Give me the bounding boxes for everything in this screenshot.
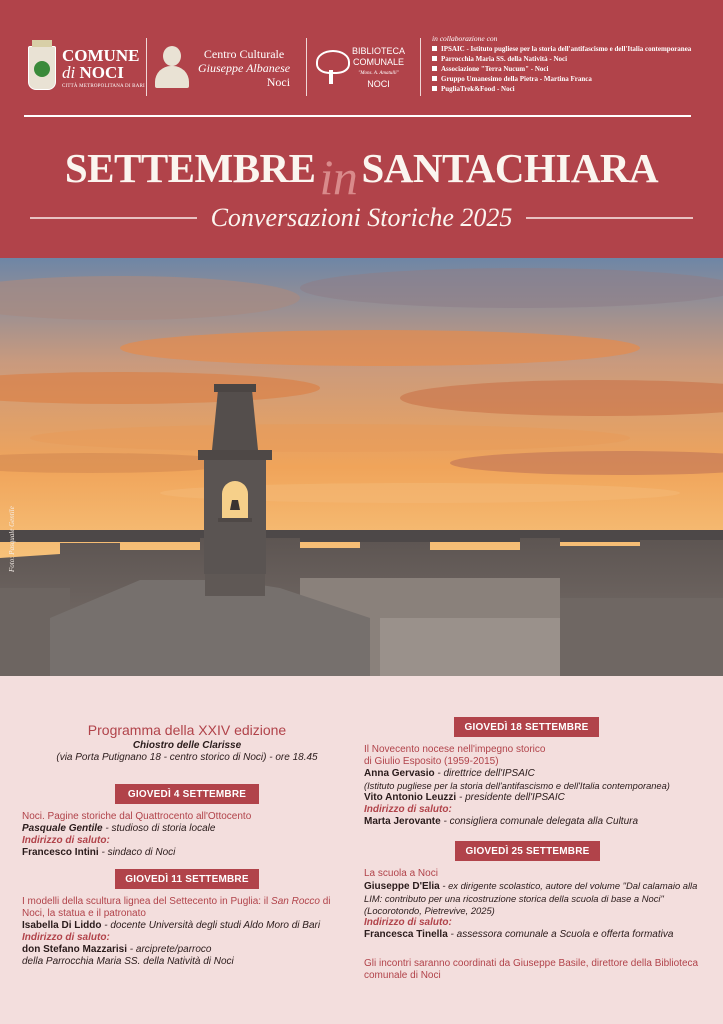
saluto-role: - arciprete/parroco — [127, 944, 212, 955]
venue-address: (via Porta Putignano 18 - centro storico di Noci) - ore 18.45 — [56, 752, 318, 763]
event-4-settembre — [22, 811, 352, 859]
centro-line3: Noci — [266, 75, 291, 89]
saluto-role: - sindaco di Noci — [98, 847, 176, 858]
event-topic-cont: di Giulio Esposito (1959-2015) — [364, 756, 499, 767]
saluto-role: - assessora comunale a Scuola e offerta formativa — [447, 929, 674, 940]
collaborators-list — [432, 34, 691, 94]
event-18-settembre — [364, 744, 704, 828]
speaker-name: Giuseppe D'Elia — [364, 881, 440, 892]
speaker-role: - direttrice dell'IPSAIC — [434, 768, 535, 779]
day-badge: GIOVEDÌ 18 SETTEMBRE — [454, 717, 599, 737]
event-topic-end: di Noci, la statua e il patronato — [22, 896, 331, 919]
biblio-line4: NOCI — [367, 79, 390, 89]
edition-title: Programma della XXIV edizione — [87, 722, 287, 738]
biblio-line1: BIBLIOTECA — [352, 46, 406, 56]
comune-logo — [28, 36, 145, 100]
sunset-bell-tower-image — [0, 258, 723, 676]
day-badge: GIOVEDÌ 4 SETTEMBRE — [115, 784, 259, 804]
saluto-label: Indirizzo di saluto: — [364, 917, 452, 928]
collaborator-item: Parrocchia Maria SS. della Natività - Noci — [432, 54, 691, 64]
saluto-name: Marta Jerovante — [364, 816, 441, 827]
subtitle-rule-left — [30, 217, 197, 219]
event-topic: La scuola a Noci — [364, 868, 438, 879]
speaker-note: (Istituto pugliese per la storia dell'antifascismo e dell'Italia contemporanea) — [364, 781, 670, 791]
subtitle-rule-right — [526, 217, 693, 219]
saluto-name: don Stefano Mazzarisi — [22, 944, 128, 955]
collaborator-item: PugliaTrek&Food - Noci — [432, 84, 691, 94]
speaker-role: - ex dirigente scolastico, autore del volume "Dal calamaio alla LIM: contributo per una ricostruzione storica della scuola di base a Noci" (Locorotondo, Pietrevive, 2025) — [364, 880, 698, 916]
centro-line1: Centro Culturale — [203, 47, 285, 61]
tree-icon — [314, 50, 348, 86]
noci-crest-icon — [28, 46, 56, 90]
event-11-settembre — [22, 896, 354, 968]
speaker-name: Pasquale Gentile — [22, 823, 103, 834]
saluto-label: Indirizzo di saluto: — [22, 932, 110, 943]
biblioteca-logo — [314, 36, 405, 100]
venue: Chiostro delle Clarisse — [132, 740, 242, 751]
saluto-name: Francesco Intini — [22, 847, 99, 858]
centro-culturale-logo — [152, 36, 290, 100]
title-settembre: SETTEMBRE — [64, 145, 316, 191]
collaborator-item: Gruppo Umanesimo della Pietra - Martina Franca — [432, 74, 691, 84]
event-topic: Il Novecento nocese nell'impegno storico — [364, 744, 546, 755]
speaker-role: - docente Università degli studi Aldo Moro di Bari — [101, 920, 321, 931]
comune-line1: COMUNE — [62, 46, 140, 65]
coordination-note: Gli incontri saranno coordinati da Giuseppe Basile, direttore della Biblioteca comunale di Noci — [364, 958, 699, 981]
biblio-line3: "Mons. A. Amatulli" — [358, 71, 399, 76]
collaborator-item: Associazione "Terra Nucum" - Noci — [432, 64, 691, 74]
saluto-name: Francesca Tinella — [364, 929, 448, 940]
collab-lead: in collaborazione con — [432, 34, 498, 43]
comune-noci: NOCI — [79, 63, 124, 82]
day-badge: GIOVEDÌ 25 SETTEMBRE — [455, 841, 600, 861]
speaker-role: - studioso di storia locale — [102, 823, 216, 834]
header-divider — [420, 38, 421, 96]
photo-credit: Foto: Pasquale Gentile — [8, 506, 16, 572]
comune-metro: CITTÀ METROPOLITANA DI BARI — [62, 84, 145, 89]
centro-line2: Giuseppe Albanese — [198, 61, 291, 75]
event-25-settembre — [364, 868, 704, 941]
poster-header — [0, 0, 723, 258]
saluto-role: - consigliera comunale delegata alla Cultura — [440, 816, 639, 827]
program-section — [0, 676, 723, 1024]
event-topic-italic: San Rocco — [271, 896, 320, 907]
subtitle-row — [30, 202, 693, 234]
title-santachiara: SANTACHIARA — [361, 145, 659, 191]
header-rule — [24, 115, 691, 117]
speaker-role: - presidente dell'IPSAIC — [456, 792, 565, 803]
comune-di: di — [62, 63, 76, 82]
sunset-photo — [0, 258, 723, 676]
collaborator-item: IPSAIC - Istituto pugliese per la storia dell'antifascismo e dell'Italia contemporanea — [432, 44, 691, 54]
day-badge: GIOVEDÌ 11 SETTEMBRE — [115, 869, 259, 889]
speaker-name: Anna Gervasio — [364, 768, 435, 779]
event-title — [0, 136, 723, 205]
header-divider — [306, 38, 307, 96]
title-in: in — [319, 149, 358, 205]
event-topic: Noci. Pagine storiche dal Quattrocento all'Ottocento — [22, 811, 252, 822]
speaker-name: Vito Antonio Leuzzi — [364, 792, 457, 803]
event-topic: I modelli della scultura lignea del Settecento in Puglia: il — [22, 896, 272, 907]
saluto-role-cont: della Parrocchia Maria SS. della Natività di Noci — [22, 956, 234, 967]
speaker-name: Isabella Di Liddo — [22, 920, 102, 931]
saluto-label: Indirizzo di saluto: — [364, 804, 452, 815]
biblio-line2: COMUNALE — [353, 57, 405, 67]
header-divider — [146, 38, 147, 96]
saluto-label: Indirizzo di saluto: — [22, 835, 110, 846]
bust-icon — [152, 46, 192, 90]
event-subtitle: Conversazioni Storiche 2025 — [210, 203, 513, 232]
